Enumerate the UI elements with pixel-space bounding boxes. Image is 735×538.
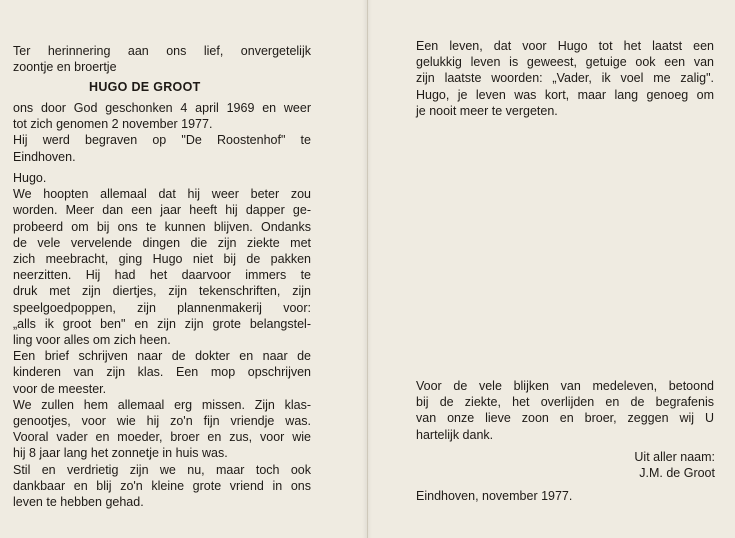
quote-line: gelukkig leven is geweest, getuige ook een van [416,55,714,70]
intro-text [13,43,311,75]
story-line: We hoopten allemaal dat hij weer beter zou [13,187,311,202]
story-line: kinderen van zijn klas. Een mop opschrijven [13,365,311,380]
quote-text [416,38,714,119]
quote-line: zijn laatste woorden: „Vader, ik voel me zalig". [416,71,714,86]
story-line: probeerd om bij ons te kunnen blijven. Ondanks [13,219,311,234]
story-line: leven te hebben gehad. [13,495,144,510]
quote-line: Een leven, dat voor Hugo tot het laatst een [416,39,714,53]
story-line: Hugo. [13,171,47,185]
right-panel [368,0,735,538]
thanks-text [416,378,714,443]
story-line: „alls ik groot ben" en zijn zijn grote belangstel- [13,316,311,331]
story-line: Vooral vader en moeder, broer en zus, voor wie [13,430,311,445]
quote-line: je nooit meer te vergeten. [416,103,558,118]
dates-line: ons door God geschonken 4 april 1969 en weer [13,101,311,115]
story-line: zich meebracht, ging Hugo niet bij de pakken [13,252,311,267]
story-line: ling voor alles om zich heen. [13,333,171,348]
story-text [13,170,311,510]
dates-line: tot zich genomen 2 november 1977. [13,117,213,132]
dates-text [13,100,311,165]
story-line: genootjes, voor wie hij zo'n fijn vriendje was. [13,414,311,429]
story-line: dankbaar en blij zo'n kleine grote vriend in ons [13,478,311,493]
thanks-line: hartelijk dank. [416,427,494,442]
story-line: We zullen hem allemaal erg missen. Zijn klas- [13,397,311,412]
story-line: hij 8 jaar lang het zonnetje in huis was. [13,446,228,461]
quote-line: Hugo, je leven was kort, maar lang genoeg om [416,87,714,102]
signature [634,449,715,481]
story-line: de vele vervelende dingen die zijn ziekte met [13,235,311,250]
signature-line: Uit aller naam: [634,450,715,464]
dates-line: Eindhoven. [13,149,76,164]
story-line: Stil en verdrietig zijn we nu, maar toch ook [13,462,311,477]
story-line: speelgoedpoppen, zijn plannenmakerij voor: [13,300,311,315]
deceased-name: HUGO DE GROOT [89,80,201,94]
intro-line: Ter herinnering aan ons lief, onvergetelijk [13,44,311,58]
story-line: neerzitten. Hij had het daarvoor immers te [13,268,311,283]
thanks-line: Voor de vele blijken van medeleven, betoond [416,379,714,393]
story-line: worden. Meer dan een jaar heeft hij dapper ge- [13,203,311,218]
dates-line: Hij werd begraven op "De Roostenhof" te [13,133,311,148]
place-date: Eindhoven, november 1977. [416,489,573,503]
signature-name: J.M. de Groot [639,466,715,481]
story-line: druk met zijn diertjes, zijn tekenschriften, zijn [13,284,311,299]
thanks-line: van onze lieve zoon en broer, zeggen wij U [416,411,714,426]
intro-line: zoontje en broertje [13,60,117,75]
thanks-line: bij de ziekte, het overlijden en de begrafenis [416,395,714,410]
story-line: voor de meester. [13,381,107,396]
story-line: Een brief schrijven naar de dokter en naar de [13,349,311,364]
